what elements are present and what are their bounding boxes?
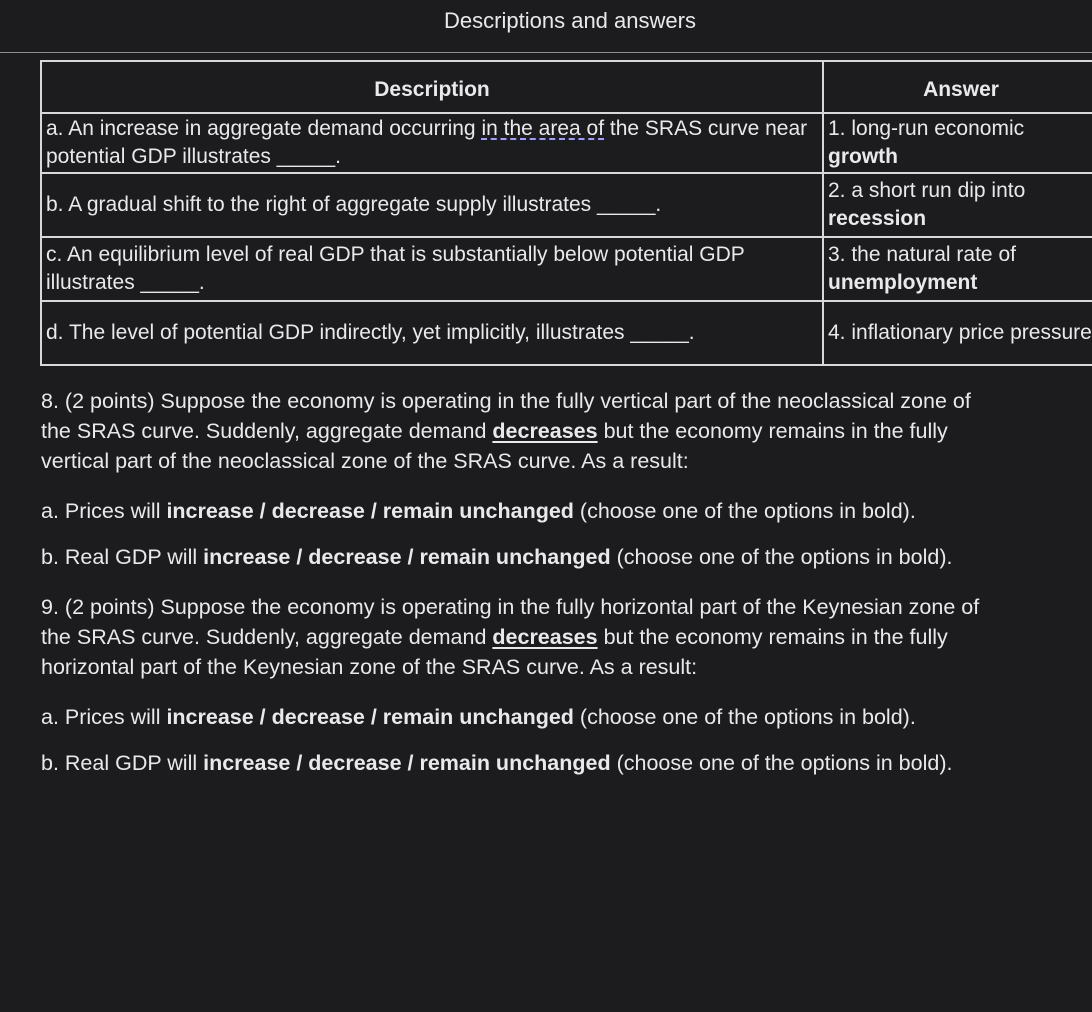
- description-cell: d. The level of potential GDP indirectly, yet implicitly, illustrates _____.: [41, 301, 823, 365]
- answer-cell: 2. a short run dip into recession: [823, 173, 1092, 237]
- answer-column-header: Answer: [823, 61, 1092, 113]
- questions-section: [41, 386, 981, 794]
- description-cell: a. An increase in aggregate demand occurring in the area of the SRAS curve near potential GDP illustrates _____.: [41, 113, 823, 173]
- answer-cell: 4. inflationary price pressure: [823, 301, 1092, 365]
- descriptions-table: [40, 60, 1092, 366]
- description-cell: c. An equilibrium level of real GDP that is substantially below potential GDP illustrates _____.: [41, 237, 823, 301]
- description-column-header: Description: [41, 61, 823, 113]
- question-8-stem: 8. (2 points) Suppose the economy is operating in the fully vertical part of the neoclassical zone of the SRAS curve. Suddenly, aggregate demand decreases but the economy remains in the fully vertical part of the neoclassical zone of the SRAS curve. As a result:: [41, 389, 971, 473]
- question-9-part-b: b. Real GDP will increase / decrease / remain unchanged (choose one of the options in bold).: [41, 751, 953, 775]
- description-cell: b. A gradual shift to the right of aggregate supply illustrates _____.: [41, 173, 823, 237]
- table-row: [41, 301, 1092, 365]
- glossary-link[interactable]: in the area of: [481, 117, 605, 140]
- table-row: [41, 237, 1092, 301]
- question-8-part-b: b. Real GDP will increase / decrease / remain unchanged (choose one of the options in bold).: [41, 545, 953, 569]
- question-9-stem: 9. (2 points) Suppose the economy is operating in the fully horizontal part of the Keynesian zone of the SRAS curve. Suddenly, aggregate demand decreases but the economy remains in the fully horizontal part of the Keynesian zone of the SRAS curve. As a result:: [41, 595, 980, 679]
- page-title: Descriptions and answers: [444, 8, 696, 33]
- question-8-part-a: a. Prices will increase / decrease / remain unchanged (choose one of the options in bold).: [41, 499, 916, 523]
- question-9-part-a: a. Prices will increase / decrease / remain unchanged (choose one of the options in bold).: [41, 705, 916, 729]
- table-row: [41, 113, 1092, 173]
- answer-cell: 1. long-run economic growth: [823, 113, 1092, 173]
- table-header-row: [41, 61, 1092, 113]
- table-row: [41, 173, 1092, 237]
- title-bar: [0, 0, 1092, 53]
- answer-cell: 3. the natural rate of unemployment: [823, 237, 1092, 301]
